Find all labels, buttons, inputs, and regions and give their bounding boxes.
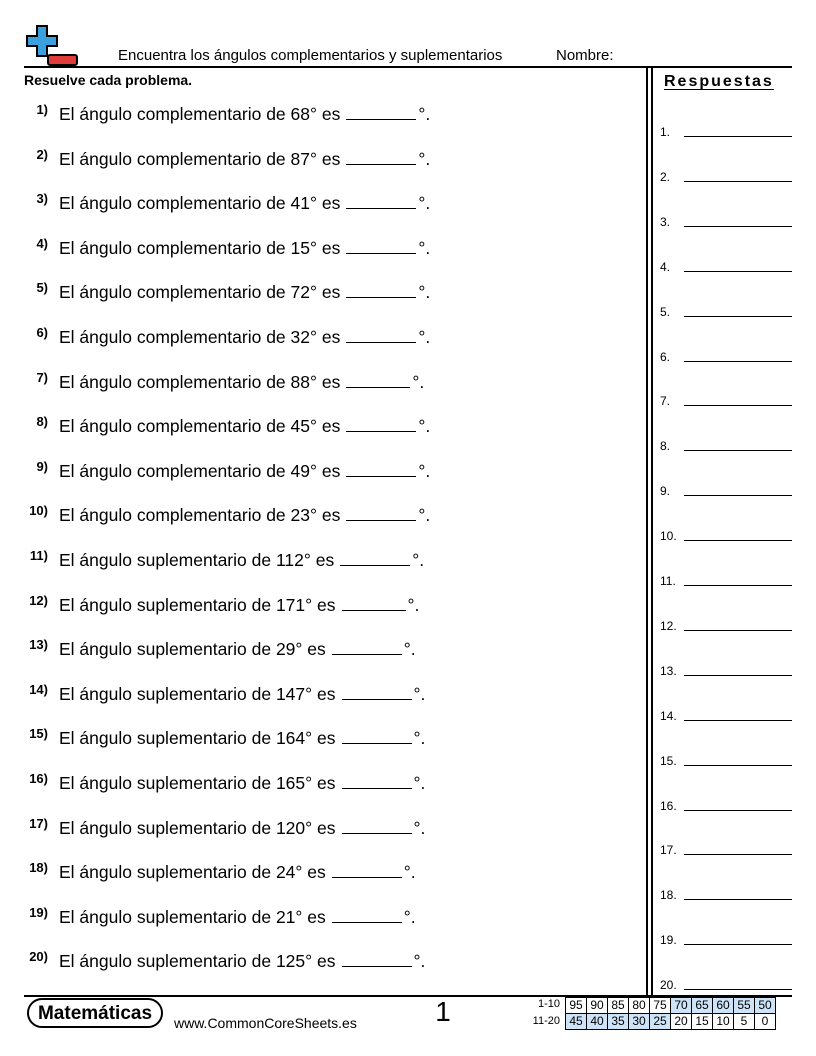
problem-suffix: °.: [418, 237, 431, 258]
answer-line[interactable]: [660, 390, 792, 408]
problem-prompt: El ángulo suplementario de 171° es: [59, 594, 336, 615]
problem-prompt: El ángulo suplementario de 165° es: [59, 773, 336, 793]
problem-number: 15): [29, 726, 48, 742]
answer-blank[interactable]: [346, 101, 416, 120]
answer-underline: [684, 854, 792, 855]
problem-text: [59, 413, 430, 437]
answer-underline: [684, 675, 792, 676]
answer-number: 14.: [660, 708, 677, 723]
answer-blank[interactable]: [342, 681, 412, 700]
answer-line[interactable]: [660, 480, 792, 498]
problem-item: [0, 904, 640, 928]
problem-prompt: El ángulo suplementario de 112° es: [59, 550, 335, 570]
problem-number: 11): [29, 548, 48, 563]
problem-text: [59, 502, 430, 526]
answer-line[interactable]: [660, 660, 792, 678]
problem-text: [59, 904, 416, 928]
problem-item: [0, 592, 640, 616]
answer-number: 8.: [660, 439, 671, 454]
answer-underline: [684, 630, 792, 631]
problem-prompt: El ángulo suplementario de 24° es: [59, 862, 326, 883]
answer-blank[interactable]: [342, 592, 406, 611]
problem-prompt: El ángulo complementario de 41° es: [59, 193, 341, 214]
problem-suffix: °.: [413, 683, 426, 704]
score-cell: 85: [608, 998, 629, 1014]
problem-prompt: El ángulo complementario de 49° es: [59, 460, 341, 481]
problem-text: [59, 681, 425, 705]
problem-text: [59, 146, 430, 170]
problem-item: [0, 190, 640, 214]
answer-line[interactable]: [660, 121, 792, 139]
problem-item: [0, 279, 640, 303]
problem-item: [0, 815, 640, 839]
problem-number: 6): [36, 325, 48, 340]
subject-badge: Matemáticas: [27, 998, 163, 1028]
answer-underline: [684, 810, 792, 811]
problem-item: [0, 146, 640, 170]
problem-text: [59, 636, 416, 660]
answer-underline: [684, 989, 792, 990]
answer-line[interactable]: [660, 795, 792, 813]
score-cell: 10: [713, 1014, 734, 1030]
problem-number: 13): [29, 637, 48, 653]
problem-number: 17): [29, 815, 48, 831]
problem-prompt: El ángulo suplementario de 147° es: [59, 683, 336, 704]
score-row: [566, 998, 776, 1014]
answer-underline: [684, 899, 792, 900]
answer-line[interactable]: [660, 256, 792, 274]
problem-item: [0, 502, 640, 526]
answer-line[interactable]: [660, 570, 792, 588]
answer-number: 12.: [660, 618, 677, 633]
problem-text: [59, 770, 425, 794]
answer-underline: [684, 450, 792, 451]
plus-minus-logo-icon: [24, 25, 80, 67]
answer-blank[interactable]: [342, 770, 412, 789]
instructions: Resuelve cada problema.: [24, 72, 193, 88]
score-table: [565, 997, 776, 1030]
problem-item: [0, 681, 640, 705]
problem-suffix: °.: [403, 639, 416, 660]
problem-prompt: El ángulo complementario de 88° es: [59, 371, 341, 392]
answer-number: 2.: [660, 169, 671, 184]
answer-blank[interactable]: [346, 146, 416, 165]
answer-underline: [684, 316, 792, 317]
answer-number: 16.: [660, 798, 677, 813]
score-row: [566, 1014, 776, 1030]
answer-number: 15.: [660, 753, 677, 768]
problem-text: [59, 592, 419, 616]
problem-number: 14): [29, 681, 48, 697]
problem-number: 10): [29, 503, 48, 519]
answer-number: 4.: [660, 259, 671, 274]
answer-line[interactable]: [660, 615, 792, 633]
problem-suffix: °.: [418, 505, 431, 526]
problem-text: [59, 859, 416, 883]
problem-number: 16): [29, 771, 48, 786]
score-cell: 90: [587, 998, 608, 1014]
problem-text: [59, 190, 430, 214]
problem-suffix: °.: [413, 951, 426, 972]
answer-line[interactable]: [660, 750, 792, 768]
problem-suffix: °.: [413, 817, 426, 838]
problem-item: [0, 235, 640, 259]
score-cell: 30: [629, 1014, 650, 1030]
answer-underline: [684, 226, 792, 227]
answer-number: 11.: [660, 574, 676, 588]
problem-text: [59, 101, 430, 125]
answer-blank[interactable]: [346, 324, 416, 343]
answer-number: 17.: [660, 843, 677, 858]
answer-line[interactable]: [660, 974, 792, 992]
problem-text: [59, 725, 425, 749]
score-cell: 70: [671, 998, 692, 1014]
problem-suffix: °.: [418, 460, 431, 481]
answer-blank[interactable]: [346, 369, 410, 388]
answer-blank[interactable]: [346, 279, 416, 298]
problem-suffix: °.: [412, 550, 425, 570]
problem-suffix: °.: [418, 282, 431, 303]
problem-text: [59, 458, 430, 482]
answer-line[interactable]: [660, 211, 792, 229]
score-cell: 95: [566, 998, 587, 1014]
problem-number: 2): [36, 146, 48, 162]
answer-underline: [684, 540, 792, 541]
problem-suffix: °.: [407, 594, 420, 615]
answer-blank[interactable]: [346, 413, 416, 432]
answer-blank[interactable]: [342, 948, 412, 967]
problem-suffix: °.: [413, 773, 426, 793]
problem-item: [0, 859, 640, 883]
problem-item: [0, 101, 640, 125]
worksheet-title: Encuentra los ángulos complementarios y suplementarios: [118, 47, 503, 64]
answer-line[interactable]: [660, 884, 792, 902]
header-divider: [24, 66, 792, 68]
answer-blank[interactable]: [346, 190, 416, 209]
score-cell: 20: [671, 1014, 692, 1030]
answer-blank[interactable]: [332, 636, 402, 655]
answer-number: 13.: [660, 663, 677, 678]
answer-number: 9.: [660, 484, 671, 499]
answer-number: 5.: [660, 304, 671, 319]
answer-underline: [684, 720, 792, 721]
problem-text: [59, 235, 430, 259]
problem-item: [0, 547, 640, 571]
problem-prompt: El ángulo complementario de 72° es: [59, 282, 341, 303]
answer-number: 18.: [660, 888, 677, 903]
answer-blank[interactable]: [342, 725, 412, 744]
problem-number: 3): [36, 191, 48, 207]
problem-text: [59, 279, 430, 303]
score-cell: 25: [650, 1014, 671, 1030]
answer-blank[interactable]: [346, 502, 416, 521]
problem-prompt: El ángulo complementario de 23° es: [59, 505, 341, 526]
problem-item: [0, 725, 640, 749]
score-cell: 75: [650, 998, 671, 1014]
problem-prompt: El ángulo suplementario de 125° es: [59, 951, 336, 972]
answer-underline: [684, 944, 792, 945]
problem-prompt: El ángulo suplementario de 29° es: [59, 639, 326, 660]
problem-item: [0, 770, 640, 794]
answer-line[interactable]: [660, 705, 792, 723]
answer-number: 20.: [660, 978, 677, 993]
problem-prompt: El ángulo suplementario de 21° es: [59, 906, 326, 927]
page-number: 1: [435, 996, 451, 1027]
problem-suffix: °.: [403, 862, 416, 883]
problem-suffix: °.: [418, 148, 431, 169]
answer-underline: [684, 765, 792, 766]
answer-underline: [684, 271, 792, 272]
problem-number: 12): [29, 592, 48, 608]
score-cell: 80: [629, 998, 650, 1014]
problem-item: [0, 948, 640, 972]
answer-blank[interactable]: [346, 458, 416, 477]
problem-prompt: El ángulo complementario de 32° es: [59, 327, 341, 347]
problem-prompt: El ángulo complementario de 15° es: [59, 237, 341, 258]
problem-text: [59, 369, 424, 393]
answer-blank[interactable]: [332, 859, 402, 878]
problem-suffix: °.: [418, 327, 431, 347]
answer-number: 19.: [660, 933, 677, 948]
answer-blank[interactable]: [340, 547, 410, 566]
answer-number: 7.: [660, 394, 671, 409]
problem-number: 1): [36, 102, 48, 117]
problem-item: [0, 324, 640, 348]
score-cell: 0: [755, 1014, 776, 1030]
problem-number: 9): [36, 458, 48, 474]
score-cell: 5: [734, 1014, 755, 1030]
problem-number: 5): [36, 280, 48, 296]
problem-suffix: °.: [418, 416, 431, 437]
answer-line[interactable]: [660, 301, 792, 319]
answer-underline: [684, 495, 792, 496]
answer-underline: [684, 585, 792, 586]
problem-number: 19): [29, 904, 48, 920]
answer-column-divider: [646, 68, 648, 996]
problem-item: [0, 413, 640, 437]
problem-number: 4): [36, 235, 48, 251]
answer-line[interactable]: [660, 929, 792, 947]
score-cell: 35: [608, 1014, 629, 1030]
problem-suffix: °.: [418, 104, 431, 124]
problem-prompt: El ángulo complementario de 87° es: [59, 148, 341, 169]
answer-line[interactable]: [660, 525, 792, 543]
problem-prompt: El ángulo suplementario de 120° es: [59, 817, 336, 838]
problem-suffix: °.: [413, 728, 426, 749]
score-cell: 55: [734, 998, 755, 1014]
answers-title: Respuestas: [664, 73, 774, 90]
score-row-label: 1-10: [537, 998, 560, 1010]
answer-number: 3.: [660, 214, 671, 229]
problem-prompt: El ángulo complementario de 68° es: [59, 104, 341, 124]
problem-number: 8): [36, 414, 48, 430]
answer-column-divider-inner: [651, 68, 653, 996]
answer-underline: [684, 136, 792, 137]
answer-number: 1.: [660, 125, 671, 139]
problem-text: [59, 948, 425, 972]
name-label: Nombre:: [556, 47, 614, 64]
answer-blank[interactable]: [346, 235, 416, 254]
problem-prompt: El ángulo suplementario de 164° es: [59, 728, 336, 749]
problem-item: [0, 636, 640, 660]
answer-blank[interactable]: [342, 815, 412, 834]
problem-suffix: °.: [412, 371, 425, 392]
score-cell: 40: [587, 1014, 608, 1030]
problem-item: [0, 369, 640, 393]
answer-number: 6.: [660, 349, 671, 364]
problem-text: [59, 815, 425, 839]
problem-text: [59, 324, 430, 348]
score-cell: 60: [713, 998, 734, 1014]
problem-prompt: El ángulo complementario de 45° es: [59, 416, 341, 437]
answer-underline: [684, 405, 792, 406]
score-cell: 45: [566, 1014, 587, 1030]
answer-line[interactable]: [660, 839, 792, 857]
score-row-label: 11-20: [532, 1015, 560, 1027]
answer-underline: [684, 361, 792, 362]
problem-item: [0, 458, 640, 482]
answer-number: 10.: [660, 529, 677, 544]
score-cell: 65: [692, 998, 713, 1014]
answer-line[interactable]: [660, 346, 792, 364]
site-url[interactable]: www.CommonCoreSheets.es: [174, 1015, 357, 1031]
problem-suffix: °.: [418, 193, 431, 214]
answer-line[interactable]: [660, 435, 792, 453]
answer-underline: [684, 181, 792, 182]
score-cell: 50: [755, 998, 776, 1014]
answer-line[interactable]: [660, 166, 792, 184]
problem-suffix: °.: [403, 906, 416, 927]
problem-number: 18): [29, 860, 48, 876]
problem-number: 20): [29, 949, 48, 965]
problem-number: 7): [36, 369, 48, 385]
answer-blank[interactable]: [332, 904, 402, 923]
score-cell: 15: [692, 1014, 713, 1030]
problem-text: [59, 547, 424, 571]
